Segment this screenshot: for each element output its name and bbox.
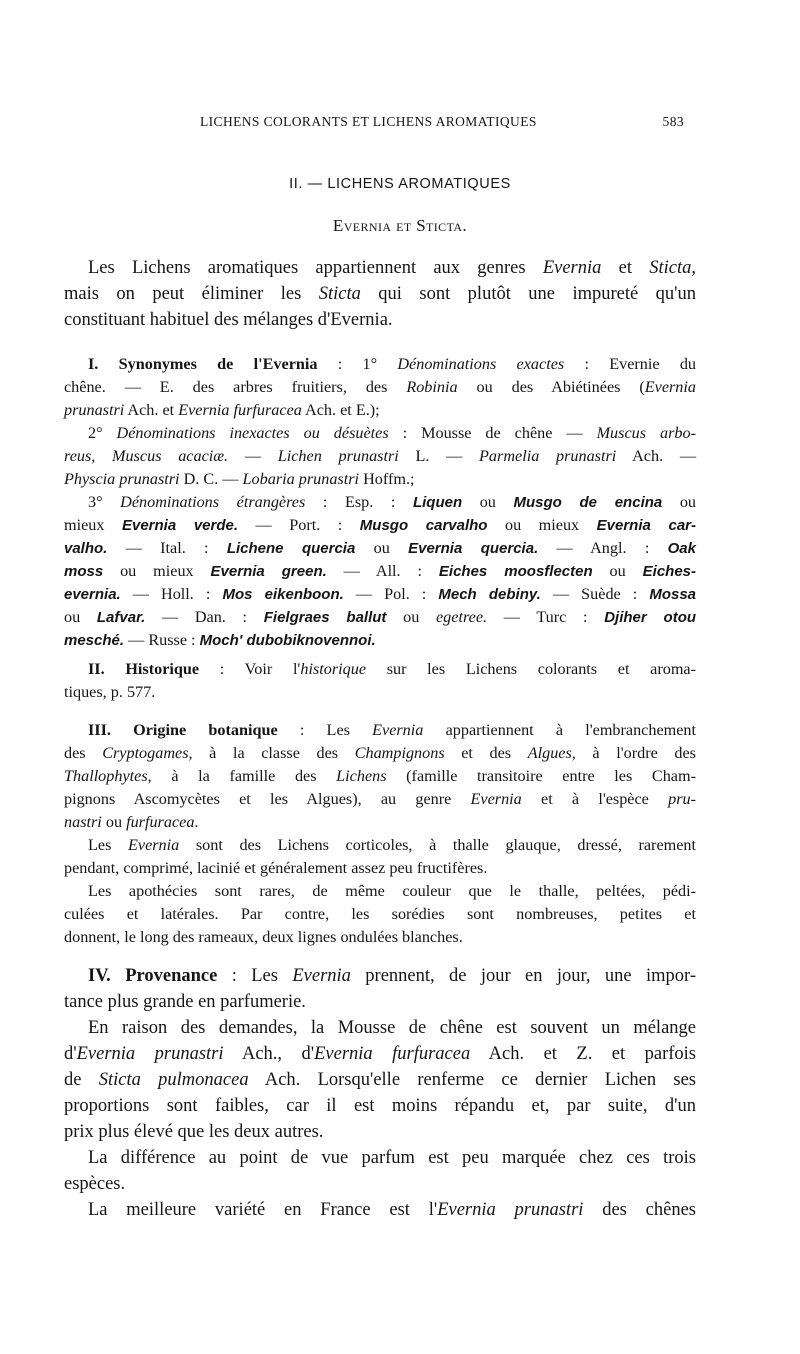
text-line: pignons Ascomycètes et les Algues), au genre Evernia et à l'espèce pru-	[64, 790, 696, 808]
text-line: Les Evernia sont des Lichens corticoles, à thalle glauque, dressé, rarement	[88, 836, 696, 854]
section-heading: Historique	[125, 660, 200, 678]
text-line: evernia. — Holl. : Mos eikenboon. — Pol. : Mech debiny. — Suède : Mossa	[64, 585, 697, 603]
text-line: La différence au point de vue parfum est peu marquée chez ces trois	[88, 1148, 696, 1168]
synonymes-section	[64, 353, 696, 652]
text-line: tiques, p. 577.	[64, 683, 156, 701]
text-line: 3° Dénominations étrangères : Esp. : Liquen ou Musgo de encina ou	[88, 493, 697, 511]
page-number: 583	[662, 114, 684, 129]
section-title: II. — LICHENS AROMATIQUES	[289, 176, 511, 192]
text-line: donnent, le long des rameaux, deux lignes ondulées blanches.	[64, 928, 463, 946]
section-heading: Synonymes de l'Evernia	[118, 355, 318, 373]
text-line: mais on peut éliminer les Sticta qui sont plutôt une impureté qu'un	[64, 284, 696, 304]
text-line: La meilleure variété en France est l'Evernia prunastri des chênes	[88, 1200, 696, 1220]
text-line: tance plus grande en parfumerie.	[64, 992, 306, 1012]
running-header	[200, 114, 684, 130]
text-line: Les apothécies sont rares, de même couleur que le thalle, peltées, pédi-	[88, 882, 696, 900]
text-line: de Sticta pulmonacea Ach. Lorsqu'elle renferme ce dernier Lichen ses	[64, 1070, 696, 1090]
text-line: IV. Provenance : Les Evernia prennent, de jour en jour, une impor-	[88, 966, 697, 986]
text-line: II. Historique : Voir l'historique sur les Lichens colorants et aroma-	[88, 660, 696, 678]
text-line: Thallophytes, à la famille des Lichens (famille transitoire entre les Cham-	[64, 767, 696, 785]
text-line: proportions sont faibles, car il est moins répandu et, par suite, d'un	[64, 1096, 696, 1116]
intro-paragraph	[64, 255, 696, 333]
text-line: 2° Dénominations inexactes ou désuètes : Mousse de chêne — Muscus arbo-	[88, 424, 696, 442]
text-line: prunastri Ach. et Evernia furfuracea Ach. et E.);	[64, 401, 380, 419]
origine-section	[64, 719, 696, 949]
text-line: culées et latérales. Par contre, les sorédies sont nombreuses, petites et	[64, 905, 696, 923]
section-heading: Provenance	[125, 966, 218, 986]
text-line: reus, Muscus acaciæ. — Lichen prunastri L. — Parmelia prunastri Ach. —	[64, 447, 697, 465]
text-line: chêne. — E. des arbres fruitiers, des Robinia ou des Abiétinées (Evernia	[64, 378, 696, 396]
text-line: mesché. — Russe : Moch' dubobiknovennoi.	[64, 631, 376, 649]
text-line: Les Lichens aromatiques appartiennent aux genres Evernia et Sticta,	[88, 258, 696, 278]
text-line: d'Evernia prunastri Ach., d'Evernia furfuracea Ach. et Z. et parfois	[64, 1044, 696, 1064]
text-line: des Cryptogames, à la classe des Champignons et des Algues, à l'ordre des	[64, 744, 696, 762]
text-line: I. Synonymes de l'Evernia : 1° Dénominations exactes : Evernie du	[88, 355, 697, 373]
text-line: Physcia prunastri D. C. — Lobaria prunastri Hoffm.;	[64, 470, 415, 488]
text-line: espèces.	[64, 1174, 126, 1194]
text-line: nastri ou furfuracea.	[64, 813, 199, 831]
text-line: moss ou mieux Evernia green. — All. : Eiches moosflecten ou Eiches-	[64, 562, 696, 580]
text-line: mieux Evernia verde. — Port. : Musgo carvalho ou mieux Evernia car-	[64, 516, 697, 534]
provenance-section	[64, 963, 696, 1223]
text-line: pendant, comprimé, lacinié et généralement assez peu fructifères.	[64, 859, 488, 877]
text-line: ou Lafvar. — Dan. : Fielgraes ballut ou egetree. — Turc : Djiher otou	[64, 608, 697, 626]
section-heading: Origine botanique	[133, 721, 278, 739]
text-line: III. Origine botanique : Les Evernia appartiennent à l'embranchement	[88, 721, 697, 739]
text-line: valho. — Ital. : Lichene quercia ou Evernia quercia. — Angl. : Oak	[64, 539, 696, 557]
text-line: constituant habituel des mélanges d'Evernia.	[64, 310, 393, 330]
text-line: prix plus élevé que les deux autres.	[64, 1122, 324, 1142]
text-line: En raison des demandes, la Mousse de chêne est souvent un mélange	[88, 1018, 696, 1038]
running-title: LICHENS COLORANTS ET LICHENS AROMATIQUES	[200, 114, 537, 129]
section-subtitle: Evernia et Sticta.	[332, 216, 468, 235]
historique-section	[64, 658, 696, 704]
